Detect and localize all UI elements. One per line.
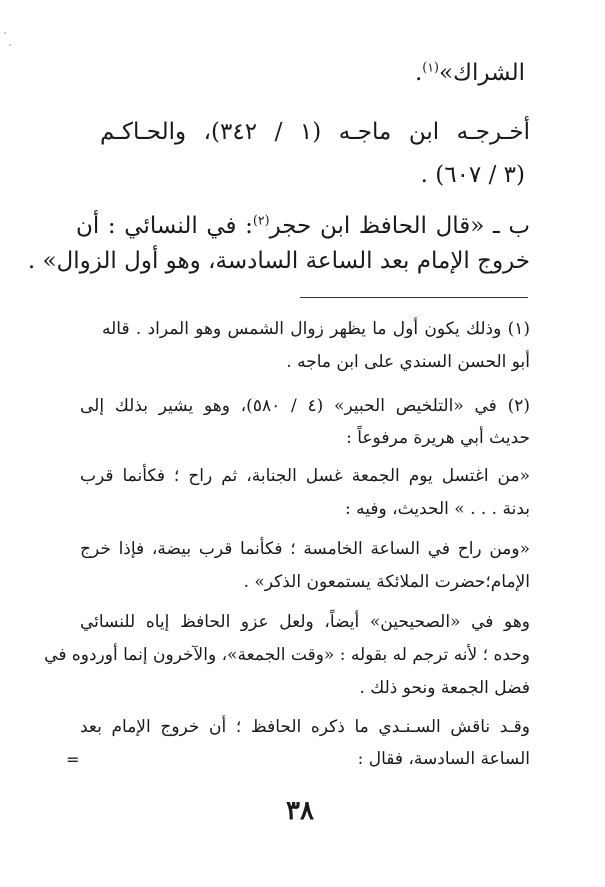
footnote-1-line-1: (١) وذلك يكون أول ما يظهر زوال الشمس وهو المراد . قاله (102, 319, 530, 339)
footnote-separator (300, 297, 528, 298)
footnote-ref-1: (١) (422, 59, 439, 75)
continuation-mark: = (66, 750, 80, 769)
scan-speck (9, 44, 11, 46)
main-text-quote-end: الشراك» (438, 60, 525, 86)
main-text-period: . (414, 60, 423, 86)
footnote-2-line-11: الساعة السادسة، فقال : (357, 749, 530, 769)
page-number: ٣٨ (286, 796, 314, 826)
footnote-2-line-9: فضل الجمعة ونحو ذلك . (359, 678, 530, 698)
footnote-2-line-10: وقـد ناقش السـنـدي ما ذكره الحافظ ؛ أن خروج الإمام بعد (80, 717, 530, 737)
footnote-ref-2: (٢) (252, 212, 270, 228)
footnote-2-line-6: الإمام؛حضرت الملائكة يستمعون الذكر» . (243, 572, 530, 592)
footnote-2-line-2: حديث أبي هريرة مرفوعاً : (346, 428, 530, 448)
main-text-line-2: أخـرجـه ابن ماجـه (١ / ٣٤٢)، والحـاكـم (100, 119, 530, 145)
footnote-2-line-3: «من اغتسل يوم الجمعة غسل الجنابة، ثم راح ؛ فكأنما قرب (80, 466, 530, 486)
main-text-segment: : في النسائي : أن (76, 213, 253, 239)
footnote-1-line-2: أبو الحسن السندي على ابن ماجه . (286, 352, 530, 372)
main-text-line-3: (٣ / ٦٠٧) . (420, 162, 525, 188)
scan-speck (4, 32, 6, 34)
footnote-2-line-8: وحده ؛ لأنه ترجم له بقوله : «وقت الجمعة»، والآخرون إنما أوردوه في (44, 645, 530, 665)
footnote-2-line-1: (٢) في «التلخيص الحبير» (٤ / ٥٨٠)، وهو يشير بذلك إلى (80, 396, 530, 416)
footnote-2-line-7: وهو في «الصحيحين» أيضاً، ولعل عزو الحافظ إياه للنسائي (80, 612, 530, 632)
main-text-line-5: خروج الإمام بعد الساعة السادسة، وهو أول الزوال» . (27, 248, 530, 274)
footnote-2-line-4: بدنة . . . » الحديث، وفيه : (345, 499, 530, 519)
main-text-segment: ب ـ «قال الحافظ ابن حجر (269, 213, 530, 239)
footnote-2-line-5: «ومن راح في الساعة الخامسة ؛ فكأنما قرب بيضة، فإذا خرج (80, 539, 530, 559)
main-text-line-1 (325, 58, 525, 88)
main-text-line-4 (76, 211, 530, 241)
